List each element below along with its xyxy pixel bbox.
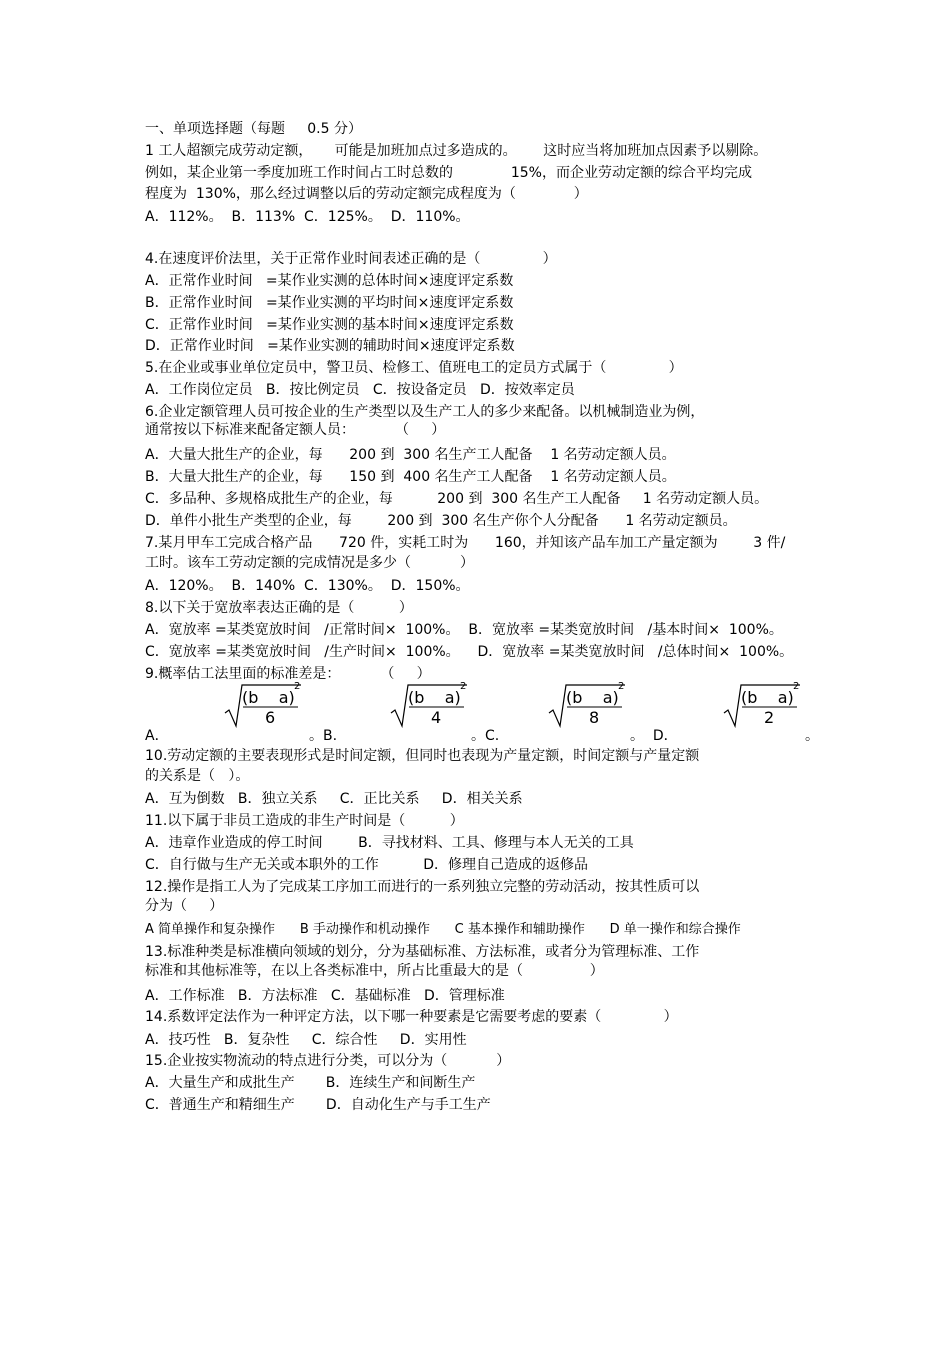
q12-line-1: 12.操作是指工人为了完成某工序加工而进行的一系列独立完整的劳动活动，按其性质可以 xyxy=(145,879,700,895)
q9-d-numerator: (b a) xyxy=(741,688,794,707)
q6-line-2: 通常按以下标准来配备定额人员： （ ） xyxy=(145,422,446,438)
q15-stem: 15.企业按实物流动的特点进行分类，可以分为（ ） xyxy=(145,1053,511,1069)
q15-options-cd: C．普通生产和精细生产 D．自动化生产与手工生产 xyxy=(145,1097,491,1113)
q5-stem: 5.在企业或事业单位定员中，警卫员、检修工、值班电工的定员方式属于（ ） xyxy=(145,360,683,376)
q9-b-exponent: 2 xyxy=(460,681,467,692)
q9-a-denominator: 6 xyxy=(265,708,276,727)
q9-c-exponent: 2 xyxy=(618,681,625,692)
q6-line-1: 6.企业定额管理人员可按企业的生产类型以及生产工人的多少来配备。以机械制造业为例， xyxy=(145,404,705,420)
q9-c-denominator: 8 xyxy=(589,708,600,727)
q12-line-2: 分为（ ） xyxy=(145,898,224,914)
q8-options-ab: A．宽放率 =某类宽放时间 /正常时间× 100%。 B．宽放率 =某类宽放时间 /基本时间× 100%。 xyxy=(145,622,783,638)
q8-options-cd: C．宽放率 =某类宽放时间 /生产时间× 100%。 D．宽放率 =某类宽放时间 /总体时间× 100%。 xyxy=(145,644,794,660)
q4-option-a: A．正常作业时间 =某作业实测的总体时间×速度评定系数 xyxy=(145,273,514,289)
q10-options: A．互为倒数 B．独立关系 C．正比关系 D．相关关系 xyxy=(145,791,523,807)
q11-stem: 11.以下属于非员工造成的非生产时间是（ ） xyxy=(145,813,464,829)
q7-line-1: 7.某月甲车工完成合格产品 720 件，实耗工时为 160，并知该产品车加工产量定额为 3 件/ xyxy=(145,535,786,551)
q11-options-cd: C．自行做与生产无关或本职外的工作 D．修理自己造成的返修品 xyxy=(145,857,589,873)
q6-option-b: B．大量大批生产的企业，每 150 到 400 名生产工人配备 1 名劳动定额人员。 xyxy=(145,469,676,485)
q1-line-2: 例如，某企业第一季度加班工作时间占工时总数的 15%，而企业劳动定额的综合平均完成 xyxy=(145,165,752,181)
q1-line-1: 1 工人超额完成劳动定额， 可能是加班加点过多造成的。 这时应当将加班加点因素予以剔除。 xyxy=(145,143,768,159)
q9-b-denominator: 4 xyxy=(431,708,442,727)
q6-option-d: D．单件小批生产类型的企业，每 200 到 300 名生产你个人分配备 1 名劳动定额员。 xyxy=(145,513,737,529)
q4-option-b: B．正常作业时间 =某作业实测的平均时间×速度评定系数 xyxy=(145,295,514,311)
q12-options: A 简单操作和复杂操作 B 手动操作和机动操作 C 基本操作和辅助操作 D 单一操作和综合操作 xyxy=(145,922,741,937)
q14-stem: 14.系数评定法作为一种评定方法，以下哪一种要素是它需要考虑的要素（ ） xyxy=(145,1009,678,1025)
q13-options: A．工作标准 B．方法标准 C．基础标准 D．管理标准 xyxy=(145,988,505,1004)
q9-c-numerator: (b a) xyxy=(566,688,619,707)
q10-line-1: 10.劳动定额的主要表现形式是时间定额，但同时也表现为产量定额，时间定额与产量定额 xyxy=(145,748,700,764)
q14-options: A．技巧性 B．复杂性 C．综合性 D．实用性 xyxy=(145,1032,467,1048)
q9-sep-c: 。C. xyxy=(471,728,500,744)
q9-end: 。 xyxy=(805,728,819,744)
q4-option-c: C．正常作业时间 =某作业实测的基本时间×速度评定系数 xyxy=(145,317,514,333)
q10-line-2: 的关系是（ ）。 xyxy=(145,768,250,784)
q9-label-a: A． xyxy=(145,728,169,744)
q8-stem: 8.以下关于宽放率表达正确的是（ ） xyxy=(145,600,413,616)
q9-b-numerator: (b a) xyxy=(408,688,461,707)
q9-formula-d xyxy=(724,683,814,727)
q9-sep-b: 。B. xyxy=(309,728,338,744)
q9-a-exponent: 2 xyxy=(294,681,301,692)
q13-line-2: 标准和其他标准等，在以上各类标准中，所占比重最大的是（ ） xyxy=(145,963,604,979)
q9-d-exponent: 2 xyxy=(793,681,800,692)
q9-formula-b xyxy=(391,683,481,727)
q6-option-c: C．多品种、多规格成批生产的企业，每 200 到 300 名生产工人配备 1 名劳动定额人员。 xyxy=(145,491,769,507)
q9-stem: 9.概率估工法里面的标准差是： （ ） xyxy=(145,666,431,682)
q4-stem: 4.在速度评价法里，关于正常作业时间表述正确的是（ ） xyxy=(145,251,557,267)
q4-option-d: D．正常作业时间 =某作业实测的辅助时间×速度评定系数 xyxy=(145,338,515,354)
q5-options: A．工作岗位定员 B．按比例定员 C．按设备定员 D．按效率定员 xyxy=(145,382,575,398)
q9-a-numerator: (b a) xyxy=(242,688,295,707)
q9-formula-a xyxy=(225,683,315,727)
q7-options: A．120%。 B．140% C．130%。 D．150%。 xyxy=(145,578,470,594)
q9-d-denominator: 2 xyxy=(764,708,775,727)
q7-line-2: 工时。该车工劳动定额的完成情况是多少（ ） xyxy=(145,555,474,571)
section-title: 一、单项选择题（每题 0.5 分） xyxy=(145,121,362,137)
q1-line-3: 程度为 130%，那么经过调整以后的劳动定额完成程度为（ ） xyxy=(145,186,588,202)
q9-sep-d: 。 D． xyxy=(630,728,678,744)
q1-options: A．112%。 B．113% C．125%。 D．110%。 xyxy=(145,209,470,225)
q9-formula-c xyxy=(549,683,639,727)
q6-option-a: A．大量大批生产的企业，每 200 到 300 名生产工人配备 1 名劳动定额人员。 xyxy=(145,447,676,463)
q11-options-ab: A．违章作业造成的停工时间 B．寻找材料、工具、修理与本人无关的工具 xyxy=(145,835,634,851)
q13-line-1: 13.标准种类是标准横向领域的划分，分为基础标准、方法标准，或者分为管理标准、工作 xyxy=(145,944,700,960)
q15-options-ab: A．大量生产和成批生产 B．连续生产和间断生产 xyxy=(145,1075,476,1091)
